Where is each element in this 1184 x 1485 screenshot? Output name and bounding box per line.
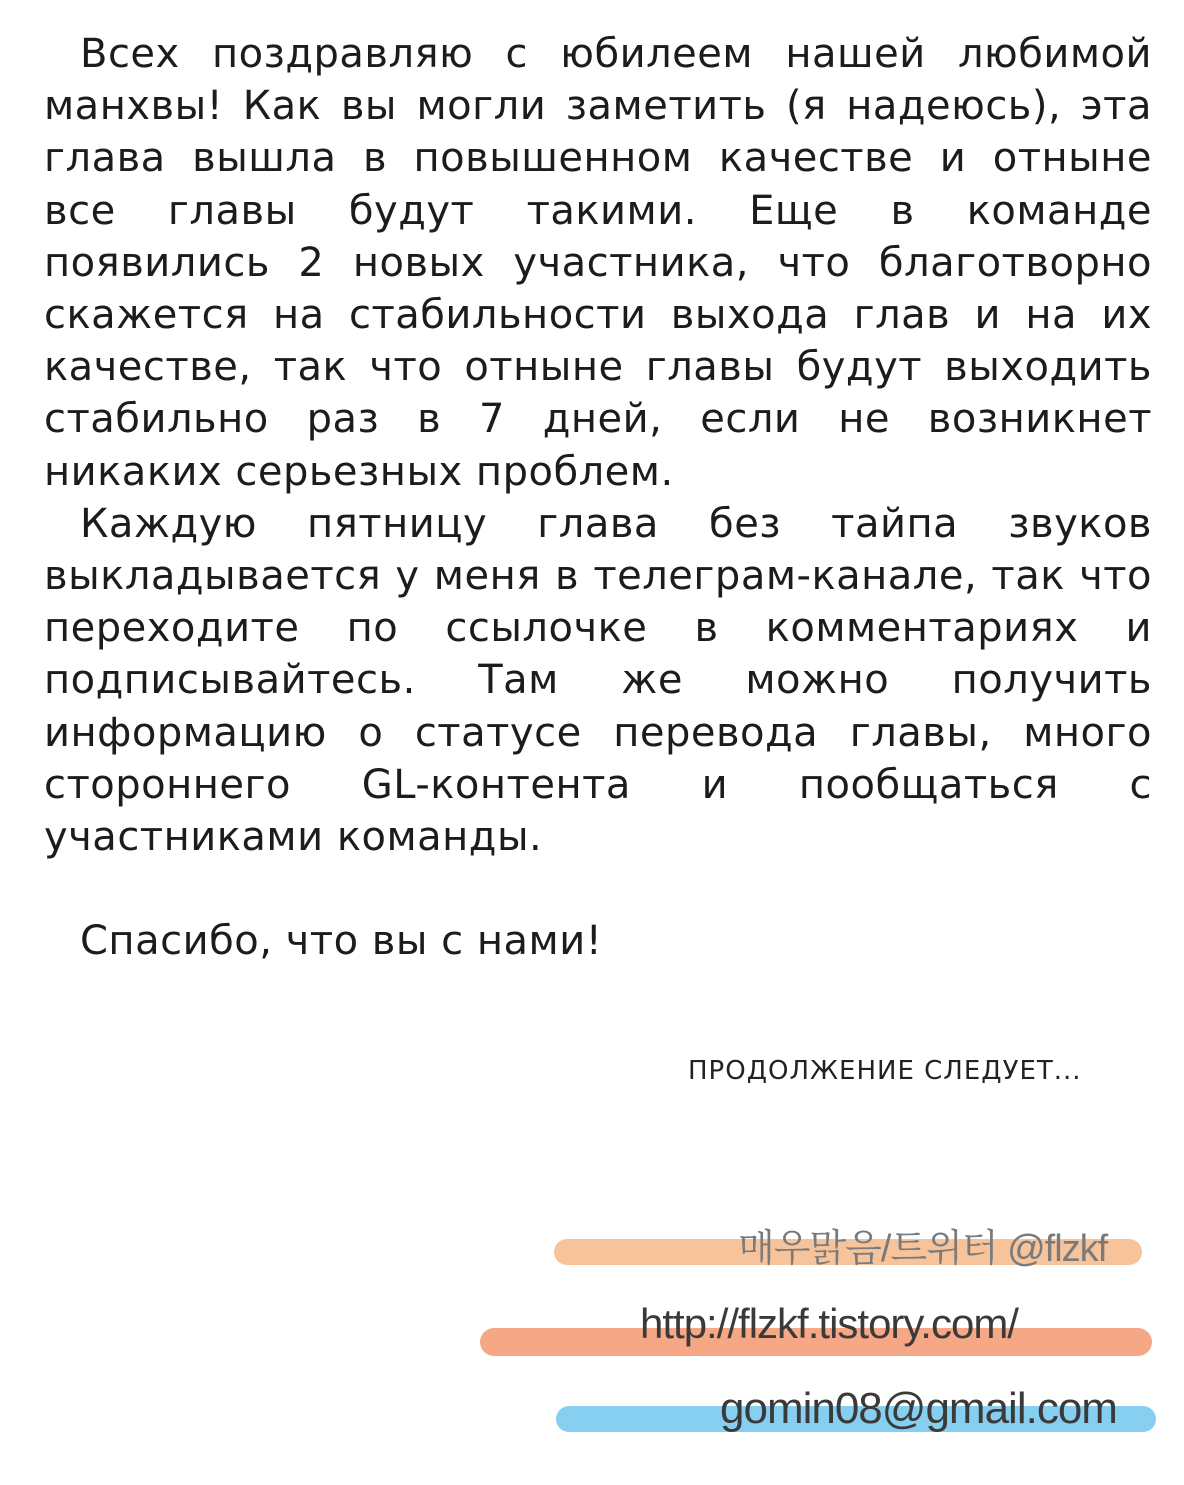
note-paragraph-anniversary: Всех поздравляю с юбилеем нашей любимой манхвы! Как вы могли заметить (я надеюсь), эта глава вышла в повышенном качестве и отныне все главы будут такими. Еще в команде появились 2 новых участника, что благотворно скажется на стабильности выхода глав и на их качестве, так что отныне главы будут выходить стабильно раз в 7 дней, если не возникнет никаких серьезных проблем.	[44, 31, 1152, 495]
to-be-continued-label: ПРОДОЛЖЕНИЕ СЛЕДУЕТ...	[688, 1056, 1082, 1086]
credit-blog	[0, 1296, 1184, 1356]
credit-twitter-label: 매우맑음/트위터 @flzkf	[738, 1228, 1108, 1270]
credit-email	[0, 1380, 1184, 1440]
note-paragraph-telegram: Каждую пятницу глава без тайпа звуков выкладывается у меня в телеграм-канале, так что переходите по ссылочке в комментариях и подписывайтесь. Там же можно получить информацию о статусе перевода главы, много стороннего GL-контента и пообщаться с участниками команды.	[44, 500, 1152, 861]
credit-email-link[interactable]: gomin08@gmail.com	[720, 1384, 1117, 1433]
note-thanks: Спасибо, что вы с нами!	[80, 918, 603, 965]
credit-blog-link[interactable]: http://flzkf.tistory.com/	[640, 1300, 1018, 1347]
translator-note	[44, 28, 1152, 967]
credit-twitter	[0, 1215, 1184, 1275]
